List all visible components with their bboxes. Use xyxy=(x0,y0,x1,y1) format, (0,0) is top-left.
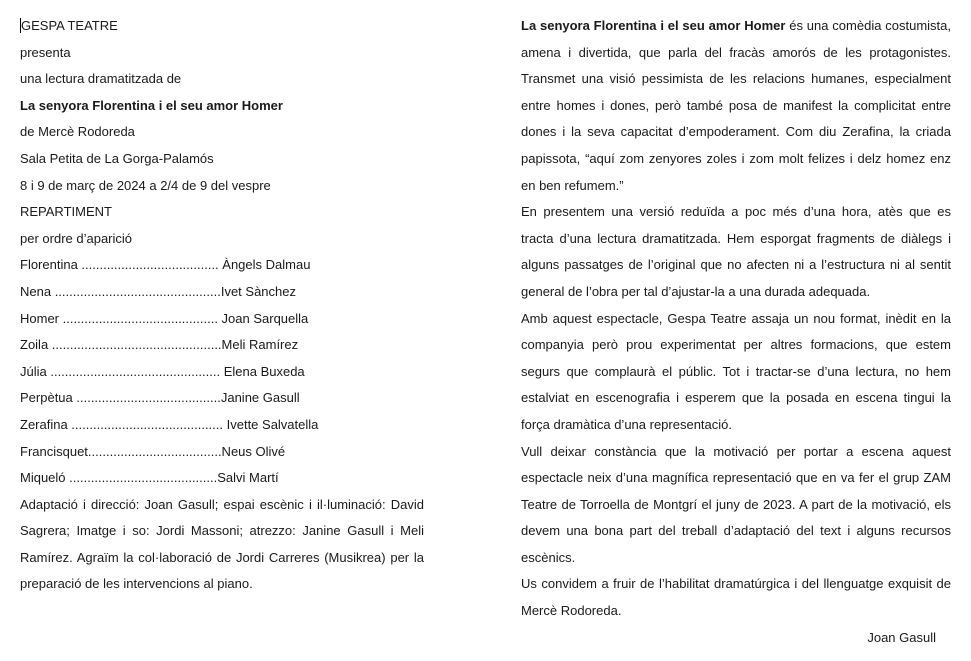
venue-line: Sala Petita de La Gorga-Palamós xyxy=(20,150,214,166)
cast-item: Júlia ............................................... Elena Buxeda xyxy=(20,363,305,379)
format-paragraph: Amb aquest espectacle, Gespa Teatre assaja un nou format, inèdit en la companyia però prou experimentat per altres formacions, que estem segurs que complaurà el públic. Tot i tractar-se d’una lectura, no hem estalviat en escenografia i esperem que la posada en escena tingui la força dramàtica d’una representació. xyxy=(521,310,951,432)
cast-list xyxy=(20,252,424,491)
left-column xyxy=(20,13,424,598)
right-column xyxy=(521,13,951,651)
author-line: de Mercè Rodoreda xyxy=(20,124,135,140)
invitation-paragraph: Us convidem a fruir de l’habilitat dramatúrgica i del llenguatge exquisit de Mercè Rodoreda. xyxy=(521,576,951,619)
cast-item: Homer ........................................... Joan Sarquella xyxy=(20,310,309,326)
header-line: presenta xyxy=(20,44,71,60)
play-title-inline: La senyora Florentina i el seu amor Homer xyxy=(521,18,786,33)
cast-item: Miqueló .........................................Salvi Martí xyxy=(20,470,279,486)
cast-item: Florentina ...................................... Àngels Dalmau xyxy=(20,257,311,273)
cast-item: Nena ..............................................Ivet Sànchez xyxy=(20,283,296,299)
header-line[interactable]: GESPA TEATRE xyxy=(21,18,118,33)
intro-text: és una comèdia costumista, amena i divertida, que parla del fracàs amorós de les protagonistes. Transmet una visió pessimista de les relacions humanes, especialment entre homes i dones, però també posa de manifest la complicitat entre dones i la seva capacitat d’empoderament. Com diu Zerafina, la criada papissota, “aquí zom zenyores zoles i zom molt felizes i delz homez enz en ben refumem.” xyxy=(521,18,951,193)
date-line: 8 i 9 de març de 2024 a 2/4 de 9 del vespre xyxy=(20,177,271,193)
cast-item: Francisquet.....................................Neus Olivé xyxy=(20,443,286,459)
credits-paragraph: Adaptació i direcció: Joan Gasull; espai escènic i il·luminació: David Sagrera; Imatge i so: Jordi Massoni; atrezzo: Janine Gasull i Meli Ramírez. Agraïm la col·laboració de Jordi Carreres (Musikrea) per la preparació de les intervencions al piano. xyxy=(20,496,424,592)
cast-item: Zerafina .......................................... Ivette Salvatella xyxy=(20,416,319,432)
cast-heading: REPARTIMENT xyxy=(20,204,112,220)
motivation-paragraph: Vull deixar constància que la motivació per portar a escena aquest espectacle neix d’una magnífica representació que en va fer el grup ZAM Teatre de Torroella de Montgrí el juny de 2023. A part de la motivació, els devem una bona part del treball d’adaptació del text i alguns recursos escènics. xyxy=(521,443,951,565)
intro-paragraph xyxy=(521,13,951,199)
cast-item: Zoila ...............................................Meli Ramírez xyxy=(20,337,299,353)
play-title: La senyora Florentina i el seu amor Homer xyxy=(20,97,283,113)
cast-item: Perpètua ........................................Janine Gasull xyxy=(20,390,300,406)
cast-subheading: per ordre d’aparició xyxy=(20,230,133,246)
version-paragraph: En presentem una versió reduïda a poc més d’una hora, atès que es tracta d’una lectura dramatitzada. Hem esporgat fragments de diàlegs i alguns passatges de l’original que no afecten ni a l’estructura ni al sentit general de l’obra per tal d’ajustar-la a una durada adequada. xyxy=(521,204,951,299)
signature: Joan Gasull xyxy=(867,629,936,645)
header-line: una lectura dramatitzada de xyxy=(20,71,182,87)
